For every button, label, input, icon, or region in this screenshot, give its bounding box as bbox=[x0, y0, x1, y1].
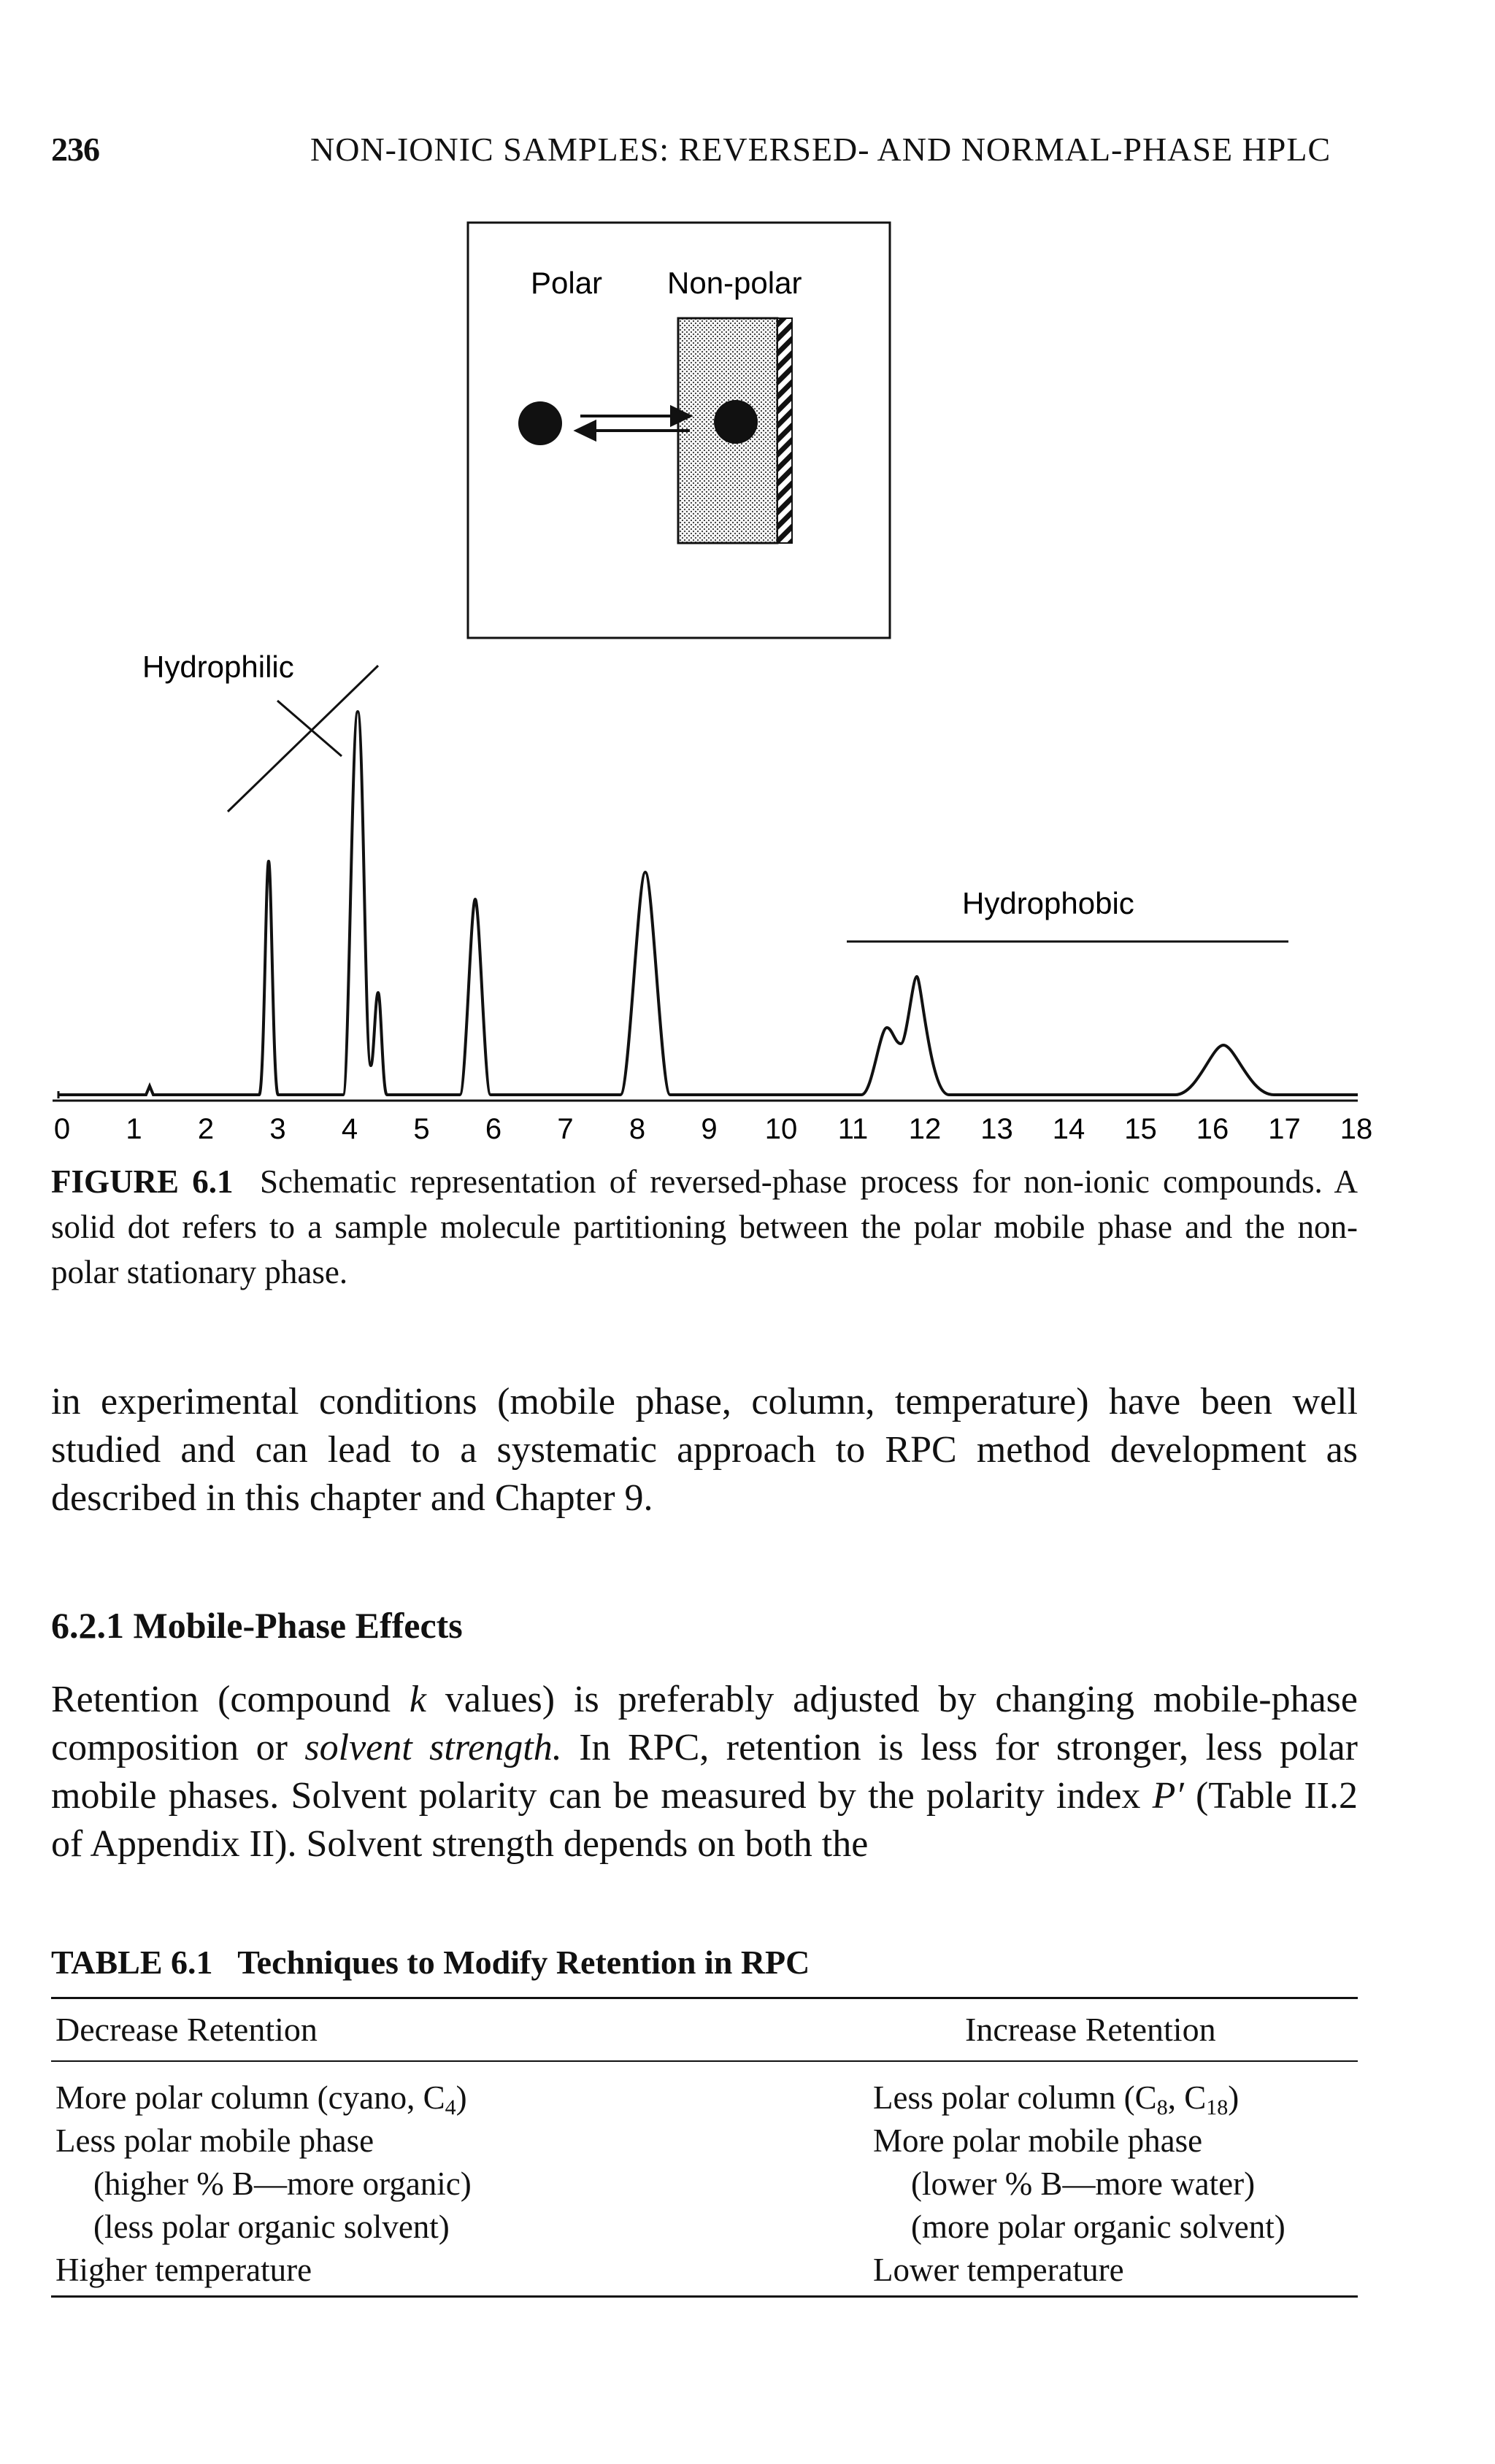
x-tick-label: 6 bbox=[485, 1113, 502, 1145]
x-tick-label: 4 bbox=[341, 1113, 358, 1145]
x-tick-label: 1 bbox=[126, 1113, 142, 1145]
table-cell: Lower temperature bbox=[873, 2252, 1124, 2288]
paragraph-mobile-phase: Retention (compound k values) is preferably adjusted by changing mobile-phase composition or solvent strength. In RPC, retention is less for stronger, less polar mobile phases. Solvent polarity can be measured by the polarity index P′ (Table II.2 of Appendix II). Solvent strength depends on both the bbox=[51, 1679, 1358, 1865]
table-column-decrease bbox=[55, 2076, 472, 2292]
paragraph-continued: in experimental conditions (mobile phase, column, temperature) have been well studied and can lead to a systematic approach to RPC method development as described in this chapter and Chapter 9. bbox=[51, 1381, 1358, 1519]
sample-molecule-mobile bbox=[518, 401, 562, 445]
table-cell: (higher % B—more organic) bbox=[93, 2165, 472, 2202]
x-tick-label: 13 bbox=[980, 1113, 1013, 1145]
label-hydrophilic: Hydrophilic bbox=[142, 650, 294, 684]
table-title: TABLE 6.1 Techniques to Modify Retention in RPC bbox=[51, 1944, 810, 1981]
table-cell: (more polar organic solvent) bbox=[911, 2209, 1285, 2245]
chromatogram-trace bbox=[58, 712, 1358, 1095]
x-tick-label: 12 bbox=[908, 1113, 942, 1145]
table-column-increase bbox=[873, 2076, 1285, 2292]
x-tick-label: 0 bbox=[53, 1113, 71, 1145]
bonded-phase-hatch bbox=[777, 318, 792, 543]
x-tick-label: 5 bbox=[413, 1113, 430, 1145]
inset-label-nonpolar: Non-polar bbox=[667, 266, 802, 300]
page-number: 236 bbox=[51, 131, 99, 168]
x-axis-ticks bbox=[54, 1113, 1372, 1145]
caption-label: FIGURE 6.1 bbox=[51, 1163, 234, 1200]
sample-molecule-stationary bbox=[714, 400, 758, 444]
table-cell: Less polar mobile phase bbox=[55, 2122, 374, 2159]
x-tick-label: 9 bbox=[701, 1113, 718, 1145]
table-cell: More polar mobile phase bbox=[873, 2122, 1203, 2159]
table-rule-top bbox=[51, 1997, 1358, 1999]
x-tick-label: 18 bbox=[1340, 1113, 1373, 1145]
x-tick-label: 15 bbox=[1124, 1113, 1157, 1145]
x-tick-label: 16 bbox=[1196, 1113, 1229, 1145]
table-rule-header bbox=[51, 2060, 1358, 2062]
table-cell: Higher temperature bbox=[55, 2252, 312, 2288]
caption-text: Schematic representation of reversed-phase process for non-ionic compounds. A solid dot refers to a sample molecule partitioning between the polar mobile phase and the non-polar stationary phase. bbox=[51, 1163, 1358, 1290]
section-heading: 6.2.1 Mobile-Phase Effects bbox=[51, 1605, 463, 1646]
table-cell: Less polar column ($C_8$, $C_{18}$) bbox=[873, 2079, 1240, 2120]
table-cell: (less polar organic solvent) bbox=[93, 2209, 450, 2245]
x-tick-label: 10 bbox=[764, 1113, 798, 1145]
equilibrium-arrows-icon bbox=[577, 407, 690, 439]
table-cell: (lower % B—more water) bbox=[911, 2165, 1256, 2202]
x-tick-label: 2 bbox=[197, 1113, 215, 1145]
figure-caption bbox=[51, 1159, 1358, 1295]
x-tick-label: 11 bbox=[837, 1113, 869, 1145]
running-title: NON-IONIC SAMPLES: REVERSED- AND NORMAL-PHASE HPLC bbox=[310, 131, 1331, 168]
table-header-decrease: Decrease Retention bbox=[55, 2011, 318, 2048]
table-header-increase: Increase Retention bbox=[965, 2011, 1216, 2048]
x-tick-label: 3 bbox=[269, 1113, 286, 1145]
inset-label-polar: Polar bbox=[531, 266, 603, 300]
x-tick-label: 14 bbox=[1052, 1113, 1085, 1145]
figure-6-1 bbox=[0, 0, 1495, 1153]
label-hydrophobic: Hydrophobic bbox=[962, 886, 1134, 920]
x-tick-label: 17 bbox=[1268, 1113, 1301, 1145]
x-tick-label: 8 bbox=[629, 1113, 646, 1145]
table-rule-bottom bbox=[51, 2295, 1358, 2298]
table-cell: More polar column (cyano, $C_4$) bbox=[55, 2079, 467, 2120]
x-tick-label: 7 bbox=[557, 1113, 574, 1145]
